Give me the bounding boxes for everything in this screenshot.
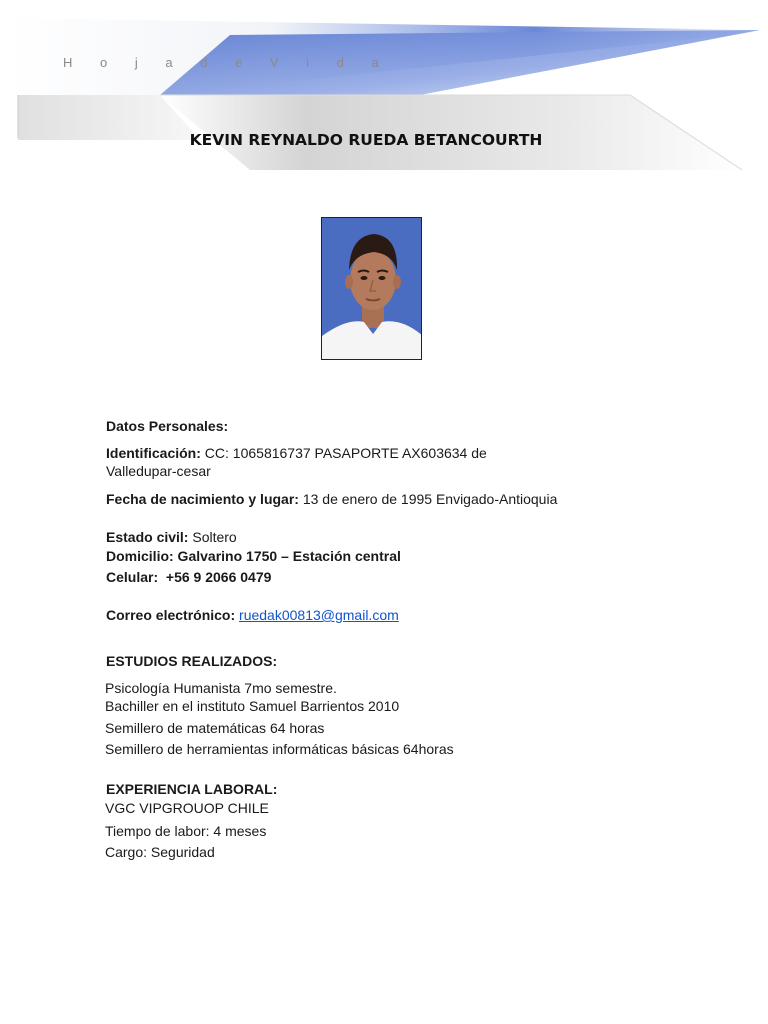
identification-value: CC: 1065816737 PASAPORTE AX603634 de	[204, 445, 487, 461]
civil-status-label: Estado civil:	[106, 529, 189, 545]
studies-heading: ESTUDIOS REALIZADOS:	[106, 653, 278, 669]
civil-status-value: Soltero	[192, 529, 237, 545]
birth-value: 13 de enero de 1995 Envigado-Antioquia	[302, 491, 558, 507]
identification-line	[106, 444, 487, 462]
profile-photo	[321, 217, 422, 360]
experience-item: Tiempo de labor: 4 meses	[105, 823, 267, 839]
identification-label: Identificación:	[106, 445, 201, 461]
experience-item: VGC VIPGROUOP CHILE	[105, 800, 269, 816]
experience-heading: EXPERIENCIA LABORAL:	[106, 781, 278, 797]
email-link[interactable]: ruedak00813@gmail.com	[239, 607, 399, 623]
phone-line	[106, 568, 271, 586]
studies-item: Semillero de matemáticas 64 horas	[105, 720, 325, 736]
birth-label: Fecha de nacimiento y lugar:	[106, 491, 299, 507]
experience-item: Cargo: Seguridad	[105, 844, 215, 860]
address-line: Domicilio: Galvarino 1750 – Estación central	[106, 548, 401, 564]
studies-item: Psicología Humanista 7mo semestre.	[105, 680, 337, 696]
header-banner	[0, 0, 768, 180]
email-line	[106, 606, 399, 624]
personal-heading: Datos Personales:	[106, 418, 229, 434]
phone-label: Celular:	[106, 569, 159, 585]
studies-item: Bachiller en el instituto Samuel Barrientos 2010	[105, 698, 400, 714]
phone-value: +56 9 2066 0479	[165, 569, 272, 585]
birth-line	[106, 490, 557, 508]
candidate-name: KEVIN REYNALDO RUEDA BETANCOURTH	[189, 131, 543, 149]
email-label: Correo electrónico:	[106, 607, 236, 623]
studies-item: Semillero de herramientas informáticas básicas 64horas	[105, 741, 454, 757]
civil-status-line	[106, 528, 237, 546]
identification-value-cont: Valledupar-cesar	[106, 463, 211, 479]
banner-caption: H o j a d e V i d a	[63, 55, 391, 70]
